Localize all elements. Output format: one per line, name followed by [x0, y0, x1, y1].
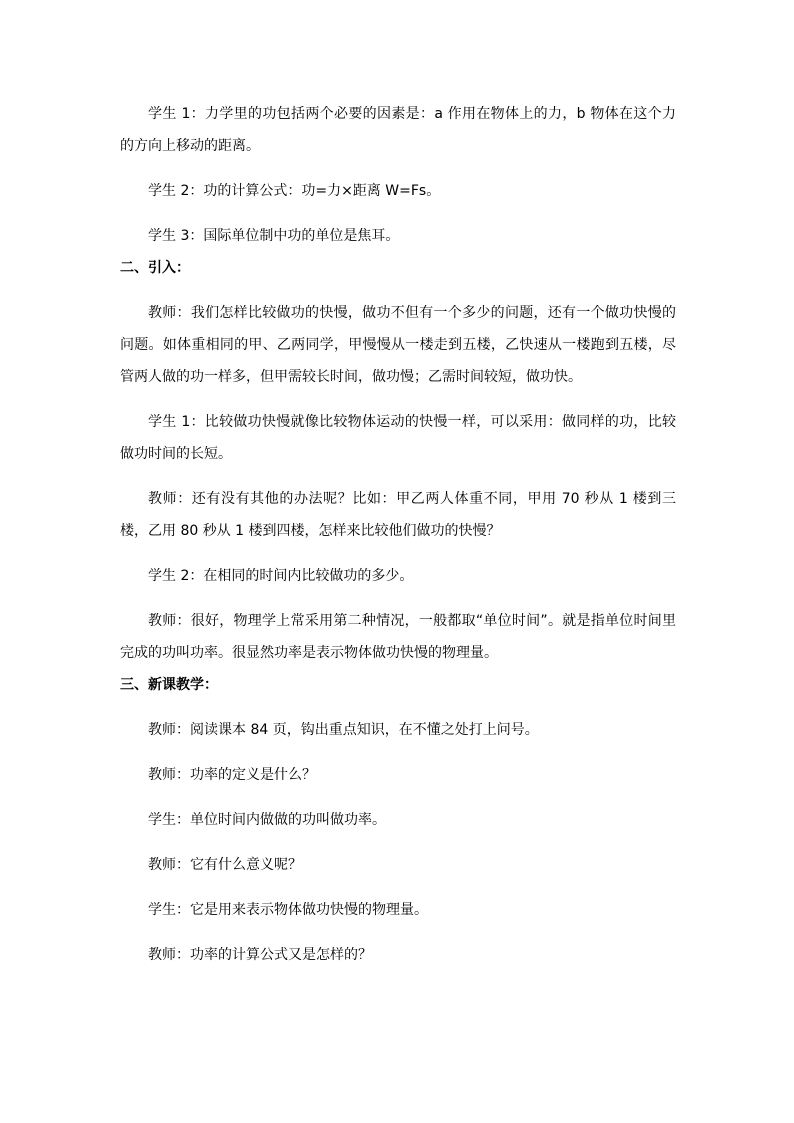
paragraph-student-meaning: 学生：它是用来表示物体做功快慢的物理量。	[148, 902, 428, 918]
paragraph-student2-same-time: 学生 2：在相同的时间内比较做功的多少。	[148, 568, 414, 584]
paragraph-student1-compare-time: 学生 1：比较做功快慢就像比较物体运动的快慢一样，可以采用：做同样的功，比较做功时间的长短。	[120, 414, 676, 462]
paragraph-student2-work-formula: 学生 2：功的计算公式：功=力×距离 W=Fs。	[148, 183, 441, 199]
paragraph-teacher-read-textbook: 教师：阅读课本 84 页，钩出重点知识，在不懂之处打上问号。	[148, 722, 539, 738]
paragraph-teacher-unit-time: 教师：很好，物理学上常采用第二种情况，一般都取“单位时间”。就是指单位时间里完成的功叫功率。很显然功率是表示物体做功快慢的物理量。	[120, 613, 676, 661]
paragraph-teacher-power-definition: 教师：功率的定义是什么？	[148, 767, 316, 783]
paragraph-student1-work-factors: 学生 1：力学里的功包括两个必要的因素是：a 作用在物体上的力，b 物体在这个力的方向上移动的距离。	[120, 106, 676, 154]
section-heading-new-lesson: 三、新课教学：	[120, 677, 218, 693]
paragraph-teacher-compare-speed: 教师：我们怎样比较做功的快慢，做功不但有一个多少的问题，还有一个做功快慢的问题。如体重相同的甲、乙两同学，甲慢慢从一楼走到五楼，乙快速从一楼跑到五楼，尽管两人做的功一样多，但甲需较长时间，做功慢；乙需时间较短，做功快。	[120, 305, 676, 385]
paragraph-teacher-formula-question: 教师：功率的计算公式又是怎样的？	[148, 947, 372, 963]
document-body	[120, 98, 676, 971]
paragraph-student-power-definition: 学生：单位时间内做做的功叫做功率。	[148, 812, 386, 828]
paragraph-teacher-other-method: 教师：还有没有其他的办法呢？比如：甲乙两人体重不同，甲用 70 秒从 1 楼到三楼，乙用 80 秒从 1 楼到四楼，怎样来比较他们做功的快慢？	[120, 491, 676, 539]
paragraph-teacher-meaning: 教师：它有什么意义呢？	[148, 857, 302, 873]
paragraph-student3-work-unit: 学生 3：国际单位制中功的单位是焦耳。	[148, 228, 400, 244]
section-heading-intro: 二、引入：	[120, 260, 190, 276]
